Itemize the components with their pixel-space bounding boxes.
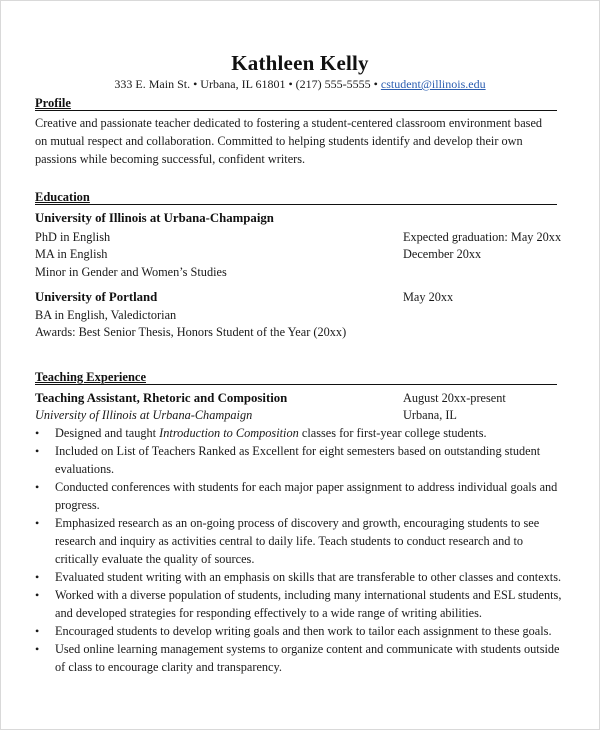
bullet-item: • Evaluated student writing with an emphasis on skills that are transferable to other classes and contexts. — [35, 568, 565, 586]
degree-line: BA in English, Valedictorian — [35, 308, 177, 322]
experience-heading-text: Teaching Experience — [35, 370, 146, 384]
bullet-item: • Emphasized research as an on-going process of discovery and growth, encouraging students to see research and inquiry as activities central to daily life. Teach students to conduct research and to critically evaluate the quality of sources. — [35, 514, 565, 568]
degree-line: MA in English — [35, 247, 108, 261]
job-title: Teaching Assistant, Rhetoric and Composition — [35, 391, 288, 405]
education-heading-text: Education — [35, 190, 90, 204]
bullet-item: • Included on List of Teachers Ranked as Excellent for eight semesters based on outstanding student evaluations. — [35, 442, 565, 478]
course-title: Introduction to Composition — [159, 426, 299, 440]
experience-heading — [35, 371, 557, 385]
degree-date: May 20xx — [403, 290, 454, 304]
contact-line — [1, 77, 599, 92]
bullet-item: • Encouraged students to develop writing goals and then work to tailor each assignment to these goals. — [35, 622, 565, 640]
profile-heading-text: Profile — [35, 96, 71, 110]
profile-heading — [35, 97, 557, 111]
job-bullets — [35, 424, 565, 676]
bullet-item — [35, 424, 565, 442]
awards-line: Awards: Best Senior Thesis, Honors Student of the Year (20xx) — [35, 325, 347, 339]
degree-line: PhD in English — [35, 230, 111, 244]
bullet-text: classes for first-year college students. — [298, 426, 487, 440]
school-name: University of Illinois at Urbana-Champaign — [35, 211, 274, 225]
degree-line: Minor in Gender and Women’s Studies — [35, 265, 227, 279]
profile-text: Creative and passionate teacher dedicated to fostering a student-centered classroom environment based on mutual respect and collaboration. Committed to helping students identify and develop their own passions while becoming successful, confident writers. — [35, 116, 543, 166]
bullet-text: Designed and taught — [55, 426, 160, 440]
degree-date: December 20xx — [403, 247, 482, 261]
bullet-item: • Worked with a diverse population of students, including many international students and ESL students, and developed strategies for responding effectively to a wide range of writing abilities. — [35, 586, 565, 622]
school-name: University of Portland — [35, 290, 158, 304]
email-link[interactable]: cstudent@illinois.edu — [380, 77, 486, 91]
education-heading — [35, 191, 557, 205]
degree-date: Expected graduation: May 20xx — [403, 230, 562, 244]
contact-address: 333 E. Main St. • Urbana, IL 61801 • (217) 555-5555 • — [114, 77, 381, 91]
candidate-name: Kathleen Kelly — [231, 51, 369, 75]
job-location: Urbana, IL — [403, 408, 457, 422]
job-dates: August 20xx-present — [403, 391, 506, 405]
job-organization: University of Illinois at Urbana-Champaign — [35, 408, 253, 422]
bullet-item: • Used online learning management systems to organize content and communicate with students outside of class to encourage clarity and transparency. — [35, 640, 565, 676]
bullet-item: • Conducted conferences with students for each major paper assignment to address individual goals and progress. — [35, 478, 565, 514]
